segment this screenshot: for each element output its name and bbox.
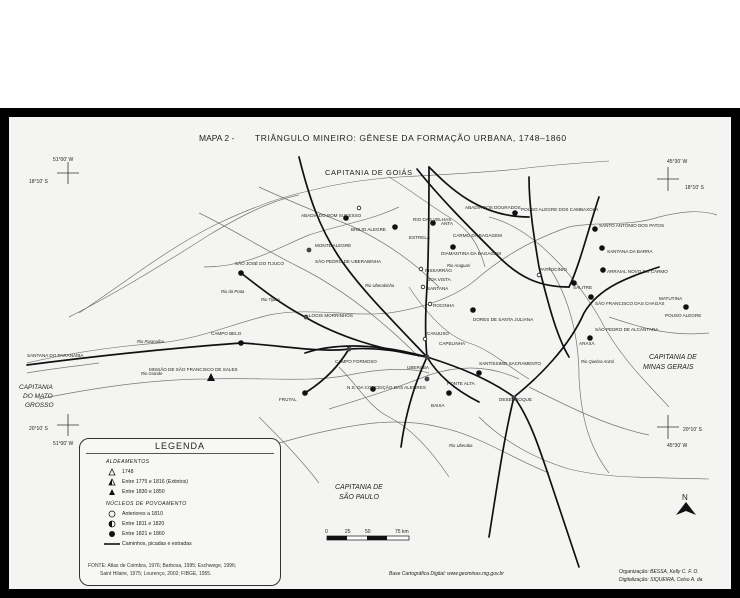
scale-label-25: 25 [345, 529, 351, 535]
region-mato-grosso-3: GROSSO [25, 402, 54, 409]
place-anta: ANTA [441, 221, 453, 226]
place-baixa: BAIXA [431, 403, 445, 408]
place-abadia: ABADIA DO BOM SUCESSO [301, 213, 362, 218]
legend-divider [86, 453, 274, 454]
filled-triangle-icon [108, 488, 116, 496]
place-sao-francisco-chagas: SÃO FRANCISCO DAS CHAGAS [595, 301, 665, 306]
north-arrow-icon [676, 493, 696, 515]
place-pouso-alegre: POUSO ALEGRE [665, 313, 702, 318]
legend [79, 438, 281, 586]
scale-label-75: 75 km [395, 529, 409, 535]
place-sao-pedro-uberabinha: SÃO PEDRO DE UBERABINHA [315, 259, 382, 264]
legend-ald-1748: 1748 [122, 469, 134, 475]
region-minas-2: MINAS GERAIS [643, 364, 694, 371]
legend-title: LEGENDA [154, 441, 205, 451]
place-brejo-alegre: BREJO ALEGRE [351, 227, 386, 232]
coord-ne-lon: 45°30' W [667, 159, 688, 165]
river-uberabinha-label: Rio Uberabinha [365, 283, 395, 288]
place-santissimo-sacramento: SANTÍSSIMO SACRAMENTO [479, 361, 541, 366]
map-title-prefix: MAPA 2 - [199, 133, 235, 143]
map-frame [0, 108, 740, 598]
region-sao-paulo-1: CAPITANIA DE [335, 484, 383, 491]
place-monte-alegre: MONTE ALEGRE [315, 243, 352, 248]
region-mato-grosso-2: DO MATO [23, 393, 53, 400]
river-prata-label: Rio da Prata [221, 289, 245, 294]
place-pouso-alegre-cambaxola: POUSO ALEGRE DOS CAMBAXOLA [521, 207, 599, 212]
river-araguari-label: Rio Araguari [447, 263, 471, 268]
road-line-icon [104, 542, 120, 546]
river-paranaiba-label: Rio Paranaíba [137, 339, 164, 344]
coordinate-cross-ne [657, 167, 679, 191]
legend-roads: Caminhos, picadas e estradas [122, 541, 192, 547]
coord-nw-lon: 51°00' W [53, 157, 74, 163]
place-dores-santa-juliana: DORES DE SANTA JULIANA [473, 317, 534, 322]
place-desemboque: DESEMBOQUE [499, 397, 532, 402]
legend-nuc-ant: Anteriores a 1810 [122, 511, 163, 517]
region-sao-paulo-2: SÃO PAULO [339, 494, 379, 501]
coord-ne-lat: 18°10' S [685, 185, 704, 191]
place-missao-sao-francisco: MISSÃO DE SÃO FRANCISCO DE SALES [149, 367, 238, 372]
river-uberaba-label: Rio Uberaba [449, 443, 473, 448]
place-abadia-dourados: ABADIA DOS DOURADOS [465, 205, 521, 210]
coord-nw-lat: 18°10' S [29, 179, 48, 185]
place-diamantina-bagagem: DIAMANTINA DA BAGAGEM [441, 251, 501, 256]
place-capelinha: CAPELINHA [439, 341, 466, 346]
legend-aldeamentos-heading: ALDEAMENTOS [106, 459, 150, 465]
place-canjuso: CANJUSO [427, 331, 449, 336]
aldeamento-triangle [207, 373, 215, 381]
place-santana-paranaiba: SANTANA DO PARANAÍBA [27, 353, 84, 358]
coordinate-cross-se [657, 415, 679, 439]
scale-bar [325, 529, 409, 540]
place-estrela: ESTRELA [409, 235, 430, 240]
place-ponte-alta: PONTE ALTA [447, 381, 475, 386]
place-sao-jose-tijuco: SÃO JOSÉ DO TIJUCO [235, 261, 284, 266]
river-quebra-anzol-label: Rio Quebra Anzol [581, 359, 614, 364]
footer-org-1: Organização: BESSA, Kelly C. F. O. [619, 569, 699, 575]
legend-ald-1775: Entre 1775 e 1816 (Extintos) [122, 479, 189, 485]
region-minas-1: CAPITANIA DE [649, 354, 697, 361]
place-carmo-bagagem: CARMO DA BAGAGEM [453, 233, 503, 238]
region-mato-grosso-1: CAPITANIA [19, 384, 53, 391]
place-araxa: ARAXÁ [579, 341, 595, 346]
north-label: N [682, 493, 688, 502]
place-campo-formoso: CAMPO FORMOSO [335, 359, 377, 364]
filled-circle-icon [108, 530, 116, 538]
coord-se-lon: 45°30' W [667, 443, 688, 449]
legend-nuc-1821: Entre 1821 e 1860 [122, 531, 165, 537]
place-salitre: SALITRE [573, 285, 593, 290]
place-boa-vista: BOA VISTA [427, 277, 451, 282]
place-uberaba: UBERABA [407, 365, 429, 370]
coordinate-cross-sw [57, 414, 79, 436]
footer-org-2: Digitalização: SIQUEIRA, Celso A. da [619, 577, 703, 583]
place-sao-pedro-alcantara: SÃO PEDRO DE ALCÂNTARA [595, 327, 659, 332]
open-circle-icon [108, 510, 116, 518]
place-frutal: FRUTAL [279, 397, 297, 402]
place-santo-antonio-patos: SANTO ANTÔNIO DOS PATOS [599, 223, 665, 228]
legend-ald-1830: Entre 1830 e 1850 [122, 489, 165, 495]
place-santana-barra: SANTANA DA BARRA [607, 249, 653, 254]
coordinate-cross-nw [57, 162, 79, 184]
map-title: TRIÂNGULO MINEIRO: GÊNESE DA FORMAÇÃO URBANA, 1748–1860 [255, 133, 567, 143]
region-goias: CAPITANIA DE GOIÁS [325, 168, 413, 177]
place-conceicao-alegres: N.S. DA CONCEIÇÃO DAS ALEGRES [347, 385, 426, 390]
place-logis-morrinhos: LOGIS MORRINHOS [309, 313, 353, 318]
open-triangle-icon [108, 468, 116, 476]
footer-base: Base Cartográfica Digital: www.geominas.mg.gov.br [389, 571, 504, 577]
place-patrocinio: PATROCÍNIO [539, 267, 567, 272]
half-triangle-icon [108, 478, 116, 486]
place-matutina: MATUTINA [659, 296, 683, 301]
coord-se-lat: 20°10' S [683, 427, 702, 433]
place-rio-das-velhas: RIO DAS VELHAS [413, 217, 452, 222]
half-circle-icon [108, 520, 116, 528]
legend-nuc-1811: Entre 1811 e 1820 [122, 521, 165, 527]
captaincy-borders [79, 161, 709, 479]
place-arraial-novo: ARRAIAL NOVO DO CARMO [607, 269, 668, 274]
scale-label-0: 0 [325, 529, 328, 535]
legend-nucleos-heading: NÚCLEOS DE POVOAMENTO [106, 501, 187, 507]
place-campo-belo: CAMPO BELO [211, 331, 242, 336]
place-pissarrao: PISSARRÃO [425, 268, 452, 273]
place-santana: SANTANA [427, 286, 449, 291]
map-sheet [9, 117, 731, 589]
coord-sw-lon: 51°00' W [53, 441, 74, 447]
place-rocinha: ROCINHA [433, 303, 455, 308]
river-tijuco-label: Rio Tijuco [261, 297, 280, 302]
river-grande-label: Rio Grande [141, 371, 163, 376]
footer-sources-2: Saint Hilaire, 1975; Lourenço, 2002; FIBGE, 1955. [100, 571, 212, 577]
coord-sw-lat: 20°10' S [29, 426, 48, 432]
footer-sources-1: FONTE: Atlas de Coimbra, 1976; Barbosa, 1995; Eschwege, 1996; [88, 563, 237, 569]
scale-label-50: 50 [365, 529, 371, 535]
